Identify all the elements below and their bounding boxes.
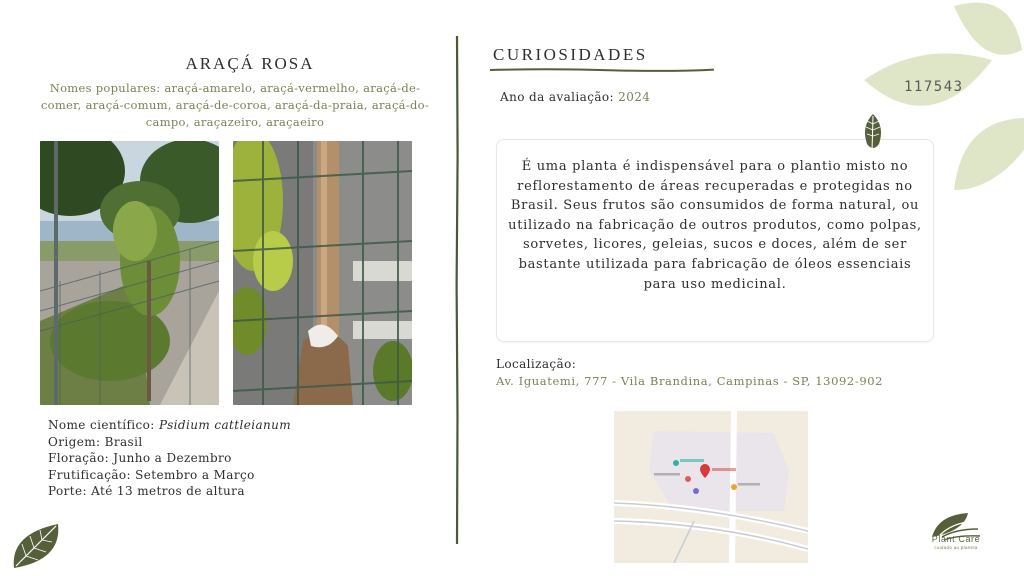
brand-tagline: cuidado ao planeta: [934, 545, 978, 550]
flowering-row: Floração: Junho a Dezembro: [48, 451, 232, 465]
plant-info-list: [48, 417, 291, 500]
title-underline: [490, 67, 714, 73]
scientific-name: Psidium cattleianum: [158, 418, 292, 432]
origin-row: Origem: Brasil: [48, 434, 143, 449]
scientific-name-row: [48, 417, 291, 434]
plant-photo-trunk: [233, 141, 412, 405]
evaluation-label: Ano da avaliação:: [500, 90, 619, 104]
small-leaf-icon: [861, 112, 885, 154]
location-address: Av. Iguatemi, 777 - Vila Brandina, Campinas - SP, 13092-902: [496, 374, 884, 388]
plant-title: ARAÇÁ ROSA: [185, 54, 315, 73]
evaluation-value: 2024: [618, 90, 651, 104]
decorative-leaves-icon: [862, 0, 1024, 200]
evaluation-year: [500, 90, 650, 104]
plant-photo-park: [40, 141, 219, 405]
plant-id: 117543: [904, 79, 964, 95]
curiosities-title: CURIOSIDADES: [493, 45, 648, 64]
bottom-leaf-icon: [10, 520, 62, 572]
size-row: Porte: Até 13 metros de altura: [48, 484, 245, 498]
brand-name: Plant Care: [931, 534, 981, 544]
curiosities-text: É uma planta é indispensável para o plantio misto no reflorestamento de áreas recuperadas e protegidas no Brasil. Seus frutos são consumidos de forma natural, ou utilizado na fabricação de outros produtos, como polpas, sorvetes, licores, geleias, sucos e doces, além de ser bastante utilizada para fabricação de óleos essenciais para uso medicinal.: [508, 159, 922, 292]
scientific-name-label: Nome científico:: [48, 418, 159, 432]
column-divider: [455, 36, 459, 544]
popular-names: Nomes populares: araçá-amarelo, araçá-vermelho, araçá-de-comer, araçá-comum, araçá-de-coroa, araçá-da-praia, araçá-do-campo, araçazeiro, araçaeiro: [40, 81, 430, 129]
location-map[interactable]: [614, 411, 808, 563]
location-label: Localização:: [496, 357, 577, 371]
fruiting-row: Frutificação: Setembro a Março: [48, 467, 255, 482]
